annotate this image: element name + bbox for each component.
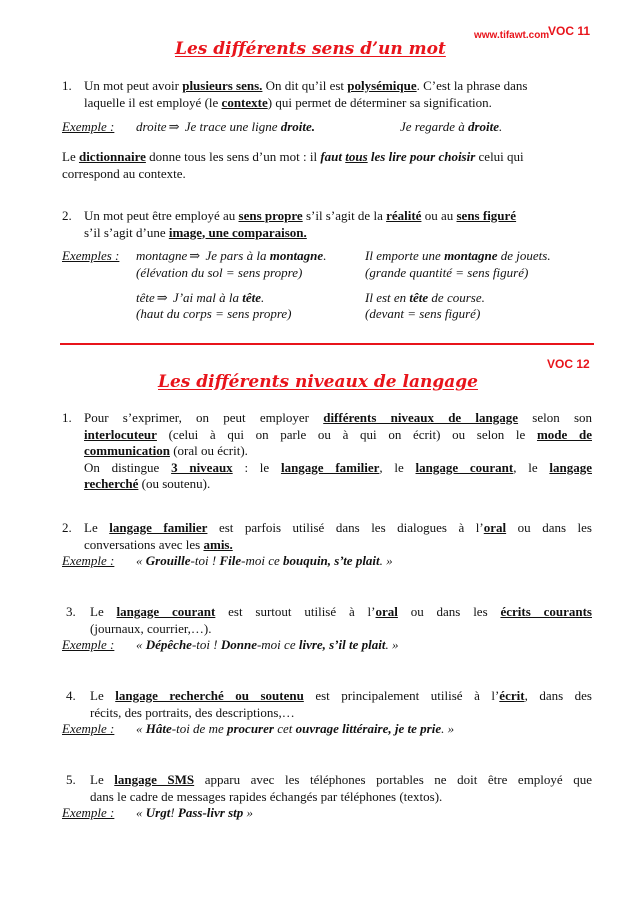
term: oral	[483, 520, 507, 535]
term: montagne	[444, 248, 498, 263]
term: image, une comparaison.	[168, 224, 307, 240]
text: ou au	[421, 208, 457, 223]
text: .	[261, 290, 265, 305]
text: : le	[232, 459, 281, 475]
term: écrit	[499, 688, 525, 703]
text: (celui à qui on parle ou à qui on écrit) ou selon le	[156, 426, 537, 442]
term: amis.	[203, 536, 233, 552]
term: Dépêche	[145, 637, 192, 652]
text: Le	[90, 772, 115, 787]
text: (oral ou écrit).	[169, 443, 248, 458]
term: Grouille	[145, 553, 191, 568]
term: 3 niveaux	[171, 459, 233, 475]
term: montagne	[269, 248, 324, 263]
implies-arrow-icon: ⇒	[189, 248, 201, 263]
text: conversations avec les	[84, 536, 204, 552]
term: interlocuteur	[84, 426, 157, 442]
term: réalité	[386, 208, 422, 223]
term: tête	[242, 290, 262, 305]
text: On dit qu’il est	[262, 78, 348, 93]
text: Je pars à la	[202, 248, 270, 263]
text: !	[170, 805, 178, 820]
term: langage SMS	[114, 772, 195, 787]
text: s’il s’agit d’une	[84, 224, 169, 240]
text: (ou soutenu).	[138, 476, 211, 491]
item-number: 1.	[62, 78, 72, 93]
example-soutenu	[136, 721, 454, 738]
text: récits, des portraits, des descriptions,…	[90, 704, 295, 720]
term: plusieurs sens.	[182, 78, 263, 93]
term: droite.	[280, 119, 316, 134]
section-2-title: Les différents niveaux de langage	[158, 372, 478, 392]
note-figure: (devant = sens figuré)	[365, 306, 481, 321]
term: dictionnaire	[78, 149, 146, 164]
voc-11-label: VOC 11	[548, 24, 591, 38]
text: »	[243, 805, 254, 820]
text: correspond au contexte.	[62, 165, 186, 181]
term: tête	[409, 290, 429, 305]
text: laquelle il est employé (le	[84, 94, 222, 110]
paragraph-courant	[90, 604, 592, 637]
term: langage recherché ou soutenu	[115, 688, 304, 703]
term: sens figuré	[456, 208, 517, 223]
term: bouquin, s’te plait	[282, 553, 380, 568]
term: langage	[549, 459, 592, 475]
text: -toi de me	[171, 721, 227, 736]
text: Pour s’exprimer, on peut employer	[84, 410, 324, 425]
website-link[interactable]: www.tifawt.com	[474, 30, 550, 41]
item-number: 4.	[66, 688, 76, 703]
term: polysémique	[347, 78, 417, 93]
term: tous	[345, 149, 368, 164]
example-tete-figure	[365, 290, 485, 307]
term: livre, s’il te plait	[298, 637, 386, 652]
text: «	[136, 805, 146, 820]
text: est principalement utilisé à l’	[303, 688, 500, 703]
text: apparu avec les téléphones portables ne doit être employé que	[194, 772, 592, 787]
text: -toi !	[191, 637, 221, 652]
paragraph-proper-figurative	[84, 208, 592, 241]
paragraph-dictionary	[62, 149, 592, 182]
text: donne tous les sens d’un mot : il	[145, 149, 321, 164]
term: langage courant	[116, 604, 216, 619]
text: Le	[90, 688, 116, 703]
text: , le	[513, 459, 550, 475]
text: -moi ce	[256, 637, 299, 652]
text: . »	[379, 553, 393, 568]
paragraph-levels	[84, 410, 592, 493]
voc-12-label: VOC 12	[547, 357, 590, 371]
text: Un mot peut être employé au	[84, 208, 239, 223]
term: File	[219, 553, 242, 568]
example-montagne-figure	[365, 248, 551, 265]
term: sens propre	[238, 208, 303, 223]
text: .	[499, 119, 503, 134]
text: Il est en	[365, 290, 410, 305]
example-label: Exemple :	[62, 119, 115, 134]
term: langage familier	[280, 459, 380, 475]
text: s’il s’agit de la	[302, 208, 387, 223]
text: «	[136, 553, 146, 568]
text: , dans des	[524, 688, 592, 703]
paragraph-polysemy	[84, 78, 592, 111]
text: . »	[441, 721, 455, 736]
example-courant	[136, 637, 399, 654]
example-line-2	[400, 119, 502, 136]
text: celui qui	[475, 149, 524, 164]
text: ou dans les	[397, 604, 501, 619]
text: ) qui permet de déterminer sa signification.	[267, 94, 492, 110]
text: Le	[84, 520, 110, 535]
implies-arrow-icon: ⇒	[168, 119, 180, 134]
example-label: Exemple :	[62, 805, 115, 820]
text: Le	[90, 604, 117, 619]
text: «	[136, 721, 146, 736]
example-word: droite	[136, 119, 167, 134]
text: ou dans les	[506, 520, 592, 535]
text: Un mot peut avoir	[84, 78, 183, 93]
section-1-title: Les différents sens d’un mot	[175, 39, 446, 59]
text: est parfois utilisé dans les dialogues à l’	[207, 520, 484, 535]
term: écrits courants	[500, 604, 592, 619]
implies-arrow-icon: ⇒	[156, 290, 168, 305]
text: Le	[62, 149, 79, 164]
text: J’ai mal à la	[169, 290, 243, 305]
section-divider	[60, 343, 594, 345]
text: Je trace une ligne	[181, 119, 281, 134]
examples-label: Exemples :	[62, 248, 120, 263]
term: Urgt	[145, 805, 171, 820]
term: procurer	[226, 721, 274, 736]
text: On distingue	[84, 459, 172, 475]
example-tete	[136, 290, 264, 307]
term: mode de	[536, 426, 592, 442]
item-number: 3.	[66, 604, 76, 619]
term: langage courant	[415, 459, 514, 475]
item-number: 2.	[62, 208, 72, 223]
example-label: Exemple :	[62, 721, 115, 736]
text: . »	[385, 637, 399, 652]
term: faut	[320, 149, 342, 164]
example-sms	[136, 805, 253, 822]
note-propre: (élévation du sol = sens propre)	[136, 265, 303, 280]
term: différents niveaux de langage	[323, 410, 519, 425]
text: selon son	[518, 410, 592, 425]
term: contexte	[221, 94, 268, 110]
term: oral	[375, 604, 398, 619]
paragraph-familier	[84, 520, 592, 553]
text: dans le cadre de messages rapides échangés par téléphones (textos).	[90, 788, 443, 804]
note-propre: (haut du corps = sens propre)	[136, 306, 292, 321]
term: recherché	[84, 476, 139, 491]
paragraph-soutenu	[90, 688, 592, 721]
example-familier	[136, 553, 393, 570]
example-label: Exemple :	[62, 637, 115, 652]
paragraph-sms	[90, 772, 592, 805]
text: .	[323, 248, 327, 263]
example-line	[136, 119, 315, 136]
term: Pass-livr stp	[177, 805, 244, 820]
example-word: montagne	[136, 248, 188, 263]
item-number: 1.	[62, 410, 72, 425]
item-number: 2.	[62, 520, 72, 535]
example-word: tête	[136, 290, 155, 305]
term: les lire pour choisir	[370, 149, 476, 164]
item-number: 5.	[66, 772, 76, 787]
text: . C’est la phrase dans	[416, 78, 528, 93]
text: , le	[379, 459, 416, 475]
example-label: Exemple :	[62, 553, 115, 568]
text: -moi ce	[241, 553, 283, 568]
term: langage familier	[109, 520, 208, 535]
text: «	[136, 637, 146, 652]
term: droite	[467, 119, 500, 134]
text: de course.	[428, 290, 485, 305]
term: Donne	[220, 637, 257, 652]
text: de jouets.	[497, 248, 551, 263]
text: (journaux, courrier,…).	[90, 620, 212, 636]
text: est surtout utilisé à l’	[215, 604, 376, 619]
term: Hâte	[145, 721, 172, 736]
text: cet	[273, 721, 296, 736]
term: ouvrage littéraire, je te prie	[295, 721, 442, 736]
text: -toi !	[190, 553, 220, 568]
term: communication	[84, 443, 170, 458]
text: Je regarde à	[400, 119, 468, 134]
example-montagne	[136, 248, 326, 265]
text: Il emporte une	[365, 248, 445, 263]
note-figure: (grande quantité = sens figuré)	[365, 265, 529, 280]
